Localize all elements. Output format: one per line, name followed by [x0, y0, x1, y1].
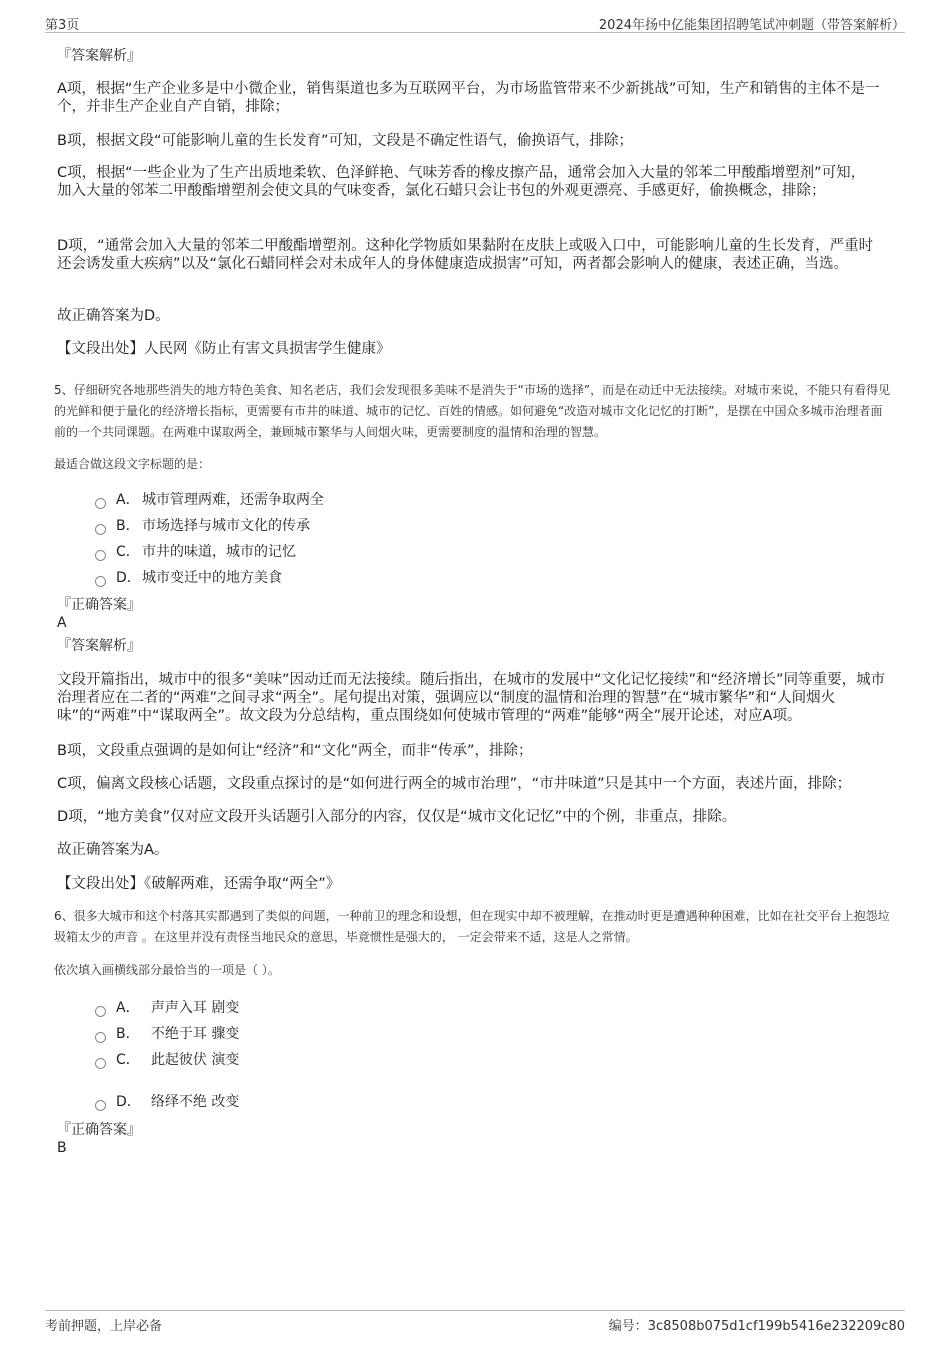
q4-analysis-label: 『答案解析』 [57, 48, 141, 64]
radio-icon[interactable] [95, 1032, 106, 1043]
q4-analysis-a: A项，根据“生产企业多是中小微企业，销售渠道也多为互联网平台，为市场监管带来不少新挑战”可知，生产和销售的主体不是一个，并非生产企业自产自销，排除； [57, 81, 880, 115]
q5-option-a[interactable]: A． 城市管理两难，还需争取两全 [95, 487, 657, 513]
q6-answer-label: 『正确答案』 [57, 1122, 141, 1138]
q5-answer-label: 『正确答案』 [57, 597, 141, 613]
q5-options [57, 487, 657, 591]
q5-option-d[interactable]: D．城市变迁中的地方美食 [95, 565, 657, 591]
q6-option-c[interactable]: C． 此起彼伏 演变 [95, 1047, 657, 1073]
q4-source: 【文段出处】人民网《防止有害文具损害学生健康》 [57, 341, 391, 357]
radio-icon[interactable] [95, 1100, 106, 1111]
q5-answer: A [57, 615, 67, 631]
radio-icon[interactable] [95, 1006, 106, 1017]
radio-icon[interactable] [95, 498, 106, 509]
q6-option-a[interactable]: A． 声声入耳 剧变 [95, 995, 657, 1021]
document-code-label: 编号： [608, 1319, 648, 1334]
radio-icon[interactable] [95, 550, 106, 561]
q5-prompt: 最适合做这段文字标题的是： [54, 457, 211, 471]
q4-analysis-c: C项，根据“一些企业为了生产出质地柔软、色泽鲜艳、气味芳香的橡皮擦产品，通常会加入大量的邻苯二甲酸酯增塑剂”可知，加入大量的邻苯二甲酸酯增塑剂会使文具的气味变香，氯化石蜡只会让书包的外观更漂亮、手感更好，偷换概念，排除； [57, 165, 866, 199]
q5-conclusion: 故正确答案为A。 [57, 842, 169, 858]
q5-source: 【文段出处】《破解两难，还需争取“两全”》 [57, 876, 341, 892]
footer-slogan: 考前押题，上岸必备 [45, 1319, 163, 1334]
q6-option-b[interactable]: B． 不绝于耳 骤变 [95, 1021, 657, 1047]
page-footer [45, 1310, 905, 1333]
page-number: 第3页 [45, 18, 80, 33]
page-header [45, 12, 905, 33]
q4-analysis-b: B项，根据文段“可能影响儿童的生长发育”可知，文段是不确定性语气，偷换语气，排除； [57, 133, 633, 149]
q5-analysis-label: 『答案解析』 [57, 638, 141, 654]
radio-icon[interactable] [95, 576, 106, 587]
q5-stem: 5、仔细研究各地那些消失的地方特色美食、知名老店，我们会发现很多美味不是消失于“市场的选择”，而是在动迁中无法接续。对城市来说，不能只有看得见的光鲜和便于量化的经济增长指标，更需要有市井的味道、城市的记忆、百姓的情感。如何避免“改造对城市文化记忆的打断”，是摆在中国众多城市治理者面前的一个共同课题。在两难中谋取两全，兼顾城市繁华与人间烟火味，更需要制度的温情和治理的智慧。 [54, 383, 891, 439]
q6-answer: B [57, 1140, 67, 1156]
radio-icon[interactable] [95, 524, 106, 535]
radio-icon[interactable] [95, 1058, 106, 1069]
q6-prompt: 依次填入画横线部分最恰当的一项是（ ）。 [54, 963, 280, 977]
q5-analysis-b: B项，文段重点强调的是如何让“经济”和“文化”两全，而非“传承”，排除； [57, 743, 533, 759]
q5-analysis-c: C项，偏离文段核心话题，文段重点探讨的是“如何进行两全的城市治理”，“市井味道”只是其中一个方面，表述片面，排除； [57, 776, 852, 792]
q4-analysis-d: D项，“通常会加入大量的邻苯二甲酸酯增塑剂。这种化学物质如果黏附在皮肤上或吸入口中，可能影响儿童的生长发育，严重时还会诱发重大疾病”以及“氯化石蜡同样会对未成年人的身体健康造成损害”可知，两者都会影响人的健康，表述正确，当选。 [57, 238, 874, 272]
q5-analysis-main: 文段开篇指出，城市中的很多“美味”因动迁而无法接续。随后指出，在城市的发展中“文化记忆接续”和“经济增长”同等重要，城市治理者应在二者的“两难”之间寻求“两全”。尾句提出对策，强调应以“制度的温情和治理的智慧”在“城市繁华”和“人间烟火味”的“两难”中“谋取两全”。故文段为分总结构，重点围绕如何使城市管理的“两难”能够“两全”展开论述，对应A项。 [57, 672, 886, 724]
q5-option-b[interactable]: B． 市场选择与城市文化的传承 [95, 513, 657, 539]
document-code-value: 3c8508b075d1cf199b5416e232209c80 [647, 1319, 905, 1334]
document-title: 2024年扬中亿能集团招聘笔试冲刺题（带答案解析） [598, 18, 905, 33]
q6-option-d[interactable]: D． 络绎不绝 改变 [95, 1089, 657, 1115]
q5-analysis-d: D项，“地方美食”仅对应文段开头话题引入部分的内容，仅仅是“城市文化记忆”中的个例，非重点，排除。 [57, 809, 737, 825]
q6-stem: 6、很多大城市和这个村落其实都遇到了类似的问题，一种前卫的理念和设想，但在现实中却不被理解，在推动时更是遭遇种种困难，比如在社交平台上抱怨垃圾箱太少的声音 。在这里并没有责怪当地民众的意思，毕竟惯性是强大的， 一定会带来不适，这是人之常情。 [54, 909, 890, 944]
q6-options [57, 995, 657, 1115]
q4-conclusion: 故正确答案为D。 [57, 308, 170, 324]
q5-option-c[interactable]: C． 市井的味道，城市的记忆 [95, 539, 657, 565]
document-code [609, 1315, 905, 1334]
